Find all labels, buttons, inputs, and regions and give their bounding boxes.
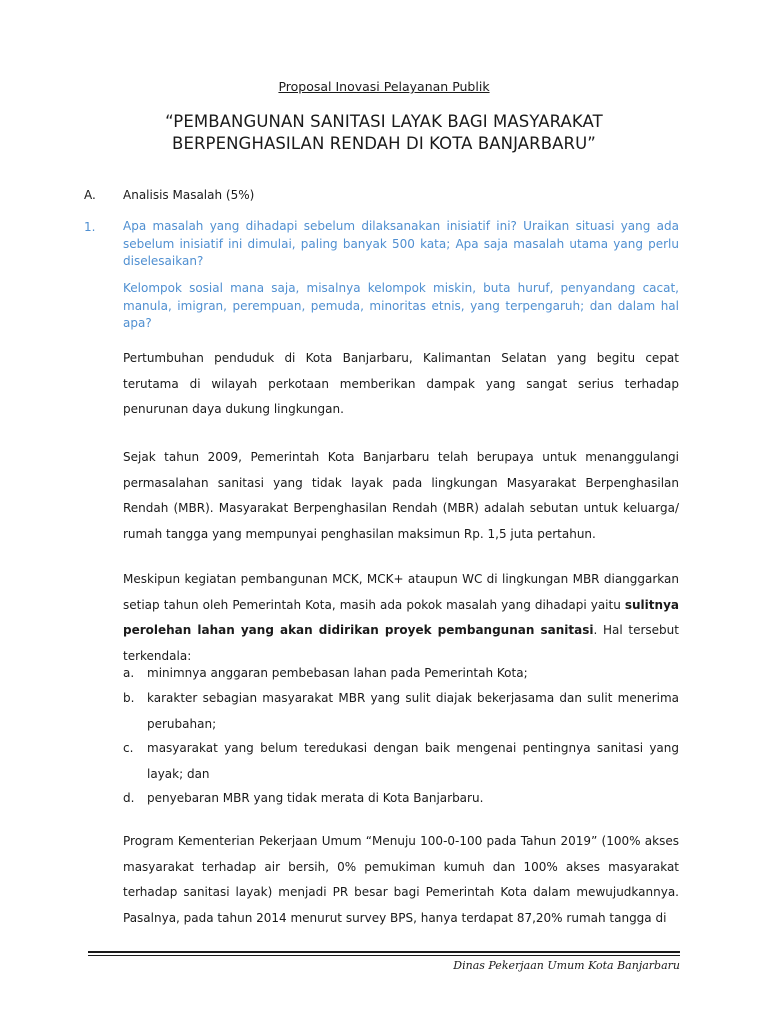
question-text-1: Apa masalah yang dihadapi sebelum dilaksanakan inisiatif ini? Uraikan situasi yang ada sebelum inisiatif ini dimulai, paling banyak 500 kata; Apa saja masalah utama yang perlu diselesaikan? (123, 219, 679, 268)
title-line-2: BERPENGHASILAN RENDAH DI KOTA BANJARBARU” (172, 134, 596, 153)
paragraph-3-emphasis: sulitnya perolehan lahan yang akan didirikan proyek pembangunan sanitasi (123, 597, 679, 637)
list-item-label: b. (123, 691, 135, 705)
list-item-label: a. (123, 666, 135, 680)
section-label: Analisis Masalah (5%) (123, 188, 255, 202)
footer-rule-thin (88, 955, 680, 956)
paragraph-4: Program Kementerian Pekerjaan Umum “Menuju 100-0-100 pada Tahun 2019” (100% akses masyarakat terhadap air bersih, 0% pemukiman kumuh dan 100% akses masyarakat terhadap sanitasi layak) menjadi PR besar bagi Pemerintah Kota dalam mewujudkannya. Pasalnya, pada tahun 2014 menurut survey BPS, hanya terdapat 87,20% rumah tangga di (123, 834, 679, 925)
section-number: A. (84, 188, 96, 202)
question-number: 1. (84, 220, 96, 234)
list-item (123, 786, 679, 812)
paragraph-3-start: Meskipun kegiatan pembangunan MCK, MCK+ ataupun WC di lingkungan MBR dianggarkan setiap tahun oleh Pemerintah Kota, masih ada pokok masalah yang dihadapi yaitu (123, 572, 679, 612)
title-line-1: “PEMBANGUNAN SANITASI LAYAK BAGI MASYARAKAT (165, 112, 603, 131)
footer-text: Dinas Pekerjaan Umum Kota Banjarbaru (453, 959, 680, 972)
list-item-text: masyarakat yang belum teredukasi dengan baik mengenai pentingnya sanitasi yang layak; dan (147, 741, 679, 781)
list-item-text: minimnya anggaran pembebasan lahan pada Pemerintah Kota; (147, 666, 528, 680)
paragraph-2: Sejak tahun 2009, Pemerintah Kota Banjarbaru telah berupaya untuk menanggulangi permasalahan sanitasi yang tidak layak pada lingkungan Masyarakat Berpenghasilan Rendah (MBR). Masyarakat Berpenghasilan Rendah (MBR) adalah sebutan untuk keluarga/ rumah tangga yang mempunyai penghasilan maksimun Rp. 1,5 juta pertahun. (123, 450, 679, 541)
list-item (123, 686, 679, 737)
paragraph-1: Pertumbuhan penduduk di Kota Banjarbaru, Kalimantan Selatan yang begitu cepat terutama di wilayah perkotaan memberikan dampak yang sangat serius terhadap penurunan daya dukung lingkungan. (123, 351, 679, 416)
list-item-text: karakter sebagian masyarakat MBR yang sulit diajak bekerjasama dan sulit menerima perubahan; (147, 691, 679, 731)
list-item-label: d. (123, 791, 135, 805)
list-item (123, 661, 679, 687)
document-label: Proposal Inovasi Pelayanan Publik (278, 79, 490, 94)
paragraph-3-end: . Hal tersebut terkendala: (123, 623, 679, 663)
paragraph-3 (123, 567, 679, 669)
list-item-label: c. (123, 741, 134, 755)
document-title (60, 111, 708, 155)
footer-rule (88, 951, 680, 953)
list-item (123, 736, 679, 787)
question-text-2: Kelompok sosial mana saja, misalnya kelompok miskin, buta huruf, penyandang cacat, manula, imigran, perempuan, pemuda, minoritas etnis, yang terpengaruh; dan dalam hal apa? (123, 281, 679, 330)
list-item-text: penyebaran MBR yang tidak merata di Kota Banjarbaru. (147, 791, 484, 805)
